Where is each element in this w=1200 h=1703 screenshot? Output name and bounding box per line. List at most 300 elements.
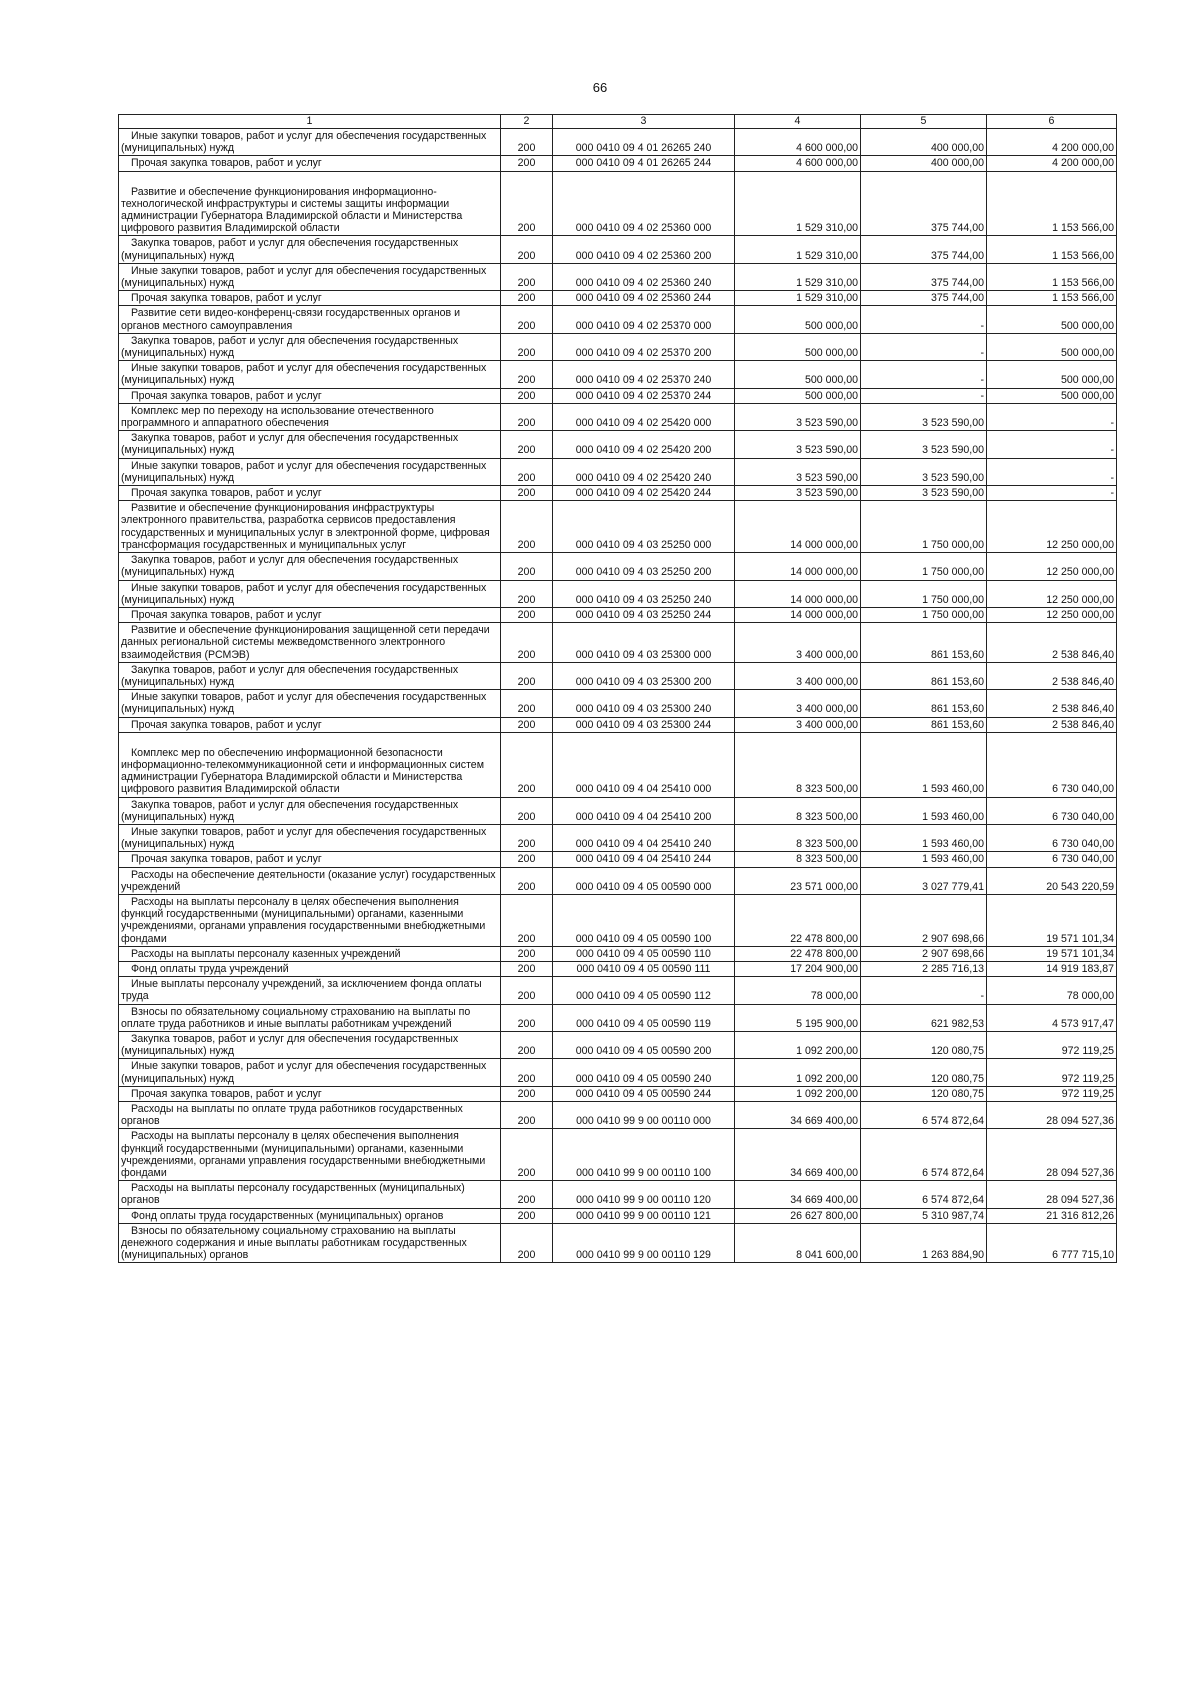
row-name-text: Закупка товаров, работ и услуг для обеспечения государственных (муниципальных) нужд <box>121 334 459 360</box>
row-remaining-amount-cell: 78 000,00 <box>987 977 1117 1004</box>
table-row <box>119 1129 1117 1181</box>
row-name-text: Иные закупки товаров, работ и услуг для обеспечения государственных (муниципальных) нужд <box>121 691 487 716</box>
row-approved-amount-cell: 17 204 900,00 <box>735 961 861 976</box>
table-row <box>119 361 1117 388</box>
row-approved-amount-cell: 1 529 310,00 <box>735 171 861 236</box>
row-approved-amount-cell: 8 041 600,00 <box>735 1223 861 1263</box>
row-subordinate-code-cell: 200 <box>501 607 553 622</box>
row-subordinate-code-cell: 200 <box>501 501 553 553</box>
row-classification-code-cell: 000 0410 09 4 05 00590 111 <box>553 961 735 976</box>
row-name-text: Иные закупки товаров, работ и услуг для обеспечения государственных (муниципальных) нужд <box>121 264 487 290</box>
row-executed-amount-cell: 2 285 716,13 <box>861 961 987 976</box>
row-subordinate-code-cell: 200 <box>501 690 553 717</box>
row-subordinate-code-cell: 200 <box>501 263 553 290</box>
row-approved-amount-cell: 23 571 000,00 <box>735 867 861 894</box>
row-approved-amount-cell: 5 195 900,00 <box>735 1004 861 1031</box>
row-subordinate-code-cell: 200 <box>501 1059 553 1086</box>
row-classification-code-cell: 000 0410 09 4 02 25360 240 <box>553 263 735 290</box>
row-classification-code-cell: 000 0410 09 4 01 26265 244 <box>553 156 735 171</box>
row-subordinate-code-cell: 200 <box>501 553 553 580</box>
row-name-text: Взносы по обязательному социальному страхованию на выплаты денежного содержания и иные выплаты работникам государственных (муниципальных) органов <box>121 1224 467 1262</box>
row-approved-amount-cell: 3 523 590,00 <box>735 431 861 458</box>
table-row <box>119 501 1117 553</box>
row-classification-code-cell: 000 0410 09 4 03 25300 240 <box>553 690 735 717</box>
row-remaining-amount-cell: 2 538 846,40 <box>987 690 1117 717</box>
row-subordinate-code-cell: 200 <box>501 732 553 797</box>
row-name-cell <box>119 263 501 290</box>
row-approved-amount-cell: 8 323 500,00 <box>735 732 861 797</box>
row-name-cell <box>119 961 501 976</box>
table-row <box>119 717 1117 732</box>
row-classification-code-cell: 000 0410 99 9 00 00110 121 <box>553 1208 735 1223</box>
row-name-cell <box>119 361 501 388</box>
row-executed-amount-cell: 621 982,53 <box>861 1004 987 1031</box>
row-approved-amount-cell: 3 523 590,00 <box>735 486 861 501</box>
row-approved-amount-cell: 34 669 400,00 <box>735 1129 861 1181</box>
row-remaining-amount-cell: 500 000,00 <box>987 306 1117 333</box>
row-subordinate-code-cell: 200 <box>501 458 553 485</box>
row-subordinate-code-cell: 200 <box>501 291 553 306</box>
row-classification-code-cell: 000 0410 09 4 02 25370 240 <box>553 361 735 388</box>
row-subordinate-code-cell: 200 <box>501 623 553 663</box>
row-classification-code-cell: 000 0410 09 4 02 25360 244 <box>553 291 735 306</box>
column-header-1: 1 <box>119 115 501 129</box>
row-approved-amount-cell: 1 092 200,00 <box>735 1032 861 1059</box>
row-name-cell <box>119 1129 501 1181</box>
row-subordinate-code-cell: 200 <box>501 171 553 236</box>
row-name-text: Комплекс мер по переходу на использование отечественного программного и аппаратного обеспечения <box>121 404 434 430</box>
row-classification-code-cell: 000 0410 09 4 04 25410 240 <box>553 824 735 851</box>
row-executed-amount-cell: 3 523 590,00 <box>861 486 987 501</box>
row-executed-amount-cell: 120 080,75 <box>861 1086 987 1101</box>
row-remaining-amount-cell: 500 000,00 <box>987 333 1117 360</box>
row-name-cell <box>119 333 501 360</box>
row-remaining-amount-cell: 1 153 566,00 <box>987 236 1117 263</box>
row-executed-amount-cell: 3 523 590,00 <box>861 403 987 430</box>
row-approved-amount-cell: 3 400 000,00 <box>735 717 861 732</box>
row-name-cell <box>119 291 501 306</box>
row-classification-code-cell: 000 0410 09 4 02 25370 244 <box>553 388 735 403</box>
row-approved-amount-cell: 3 523 590,00 <box>735 458 861 485</box>
row-executed-amount-cell: 1 593 460,00 <box>861 732 987 797</box>
row-name-text: Расходы на выплаты персоналу казенных учреждений <box>131 947 401 960</box>
row-name-cell <box>119 867 501 894</box>
table-row <box>119 171 1117 236</box>
row-approved-amount-cell: 34 669 400,00 <box>735 1102 861 1129</box>
row-remaining-amount-cell: 4 200 000,00 <box>987 156 1117 171</box>
row-approved-amount-cell: 14 000 000,00 <box>735 580 861 607</box>
row-name-cell <box>119 1059 501 1086</box>
row-subordinate-code-cell: 200 <box>501 403 553 430</box>
row-approved-amount-cell: 1 092 200,00 <box>735 1059 861 1086</box>
row-name-cell <box>119 623 501 663</box>
row-name-cell <box>119 946 501 961</box>
row-remaining-amount-cell: 2 538 846,40 <box>987 717 1117 732</box>
row-name-text: Расходы на обеспечение деятельности (оказание услуг) государственных учреждений <box>121 868 496 893</box>
row-name-cell <box>119 156 501 171</box>
table-row <box>119 1181 1117 1208</box>
row-name-text: Закупка товаров, работ и услуг для обеспечения государственных (муниципальных) нужд <box>121 663 459 688</box>
row-classification-code-cell: 000 0410 09 4 03 25250 200 <box>553 553 735 580</box>
row-name-text: Прочая закупка товаров, работ и услуг <box>131 853 322 866</box>
row-executed-amount-cell: 375 744,00 <box>861 236 987 263</box>
row-remaining-amount-cell: 6 730 040,00 <box>987 824 1117 851</box>
table-row <box>119 977 1117 1004</box>
row-name-text: Комплекс мер по обеспечению информационной безопасности информационно-телекоммуникационной сети и информационных систем администрации Губернатора Владимирской области и Министерства цифрового развития Владимирской области <box>121 746 484 796</box>
row-executed-amount-cell: 861 153,60 <box>861 662 987 689</box>
row-classification-code-cell: 000 0410 09 4 03 25300 244 <box>553 717 735 732</box>
table-header <box>119 115 1117 129</box>
row-remaining-amount-cell: 2 538 846,40 <box>987 662 1117 689</box>
row-remaining-amount-cell: 14 919 183,87 <box>987 961 1117 976</box>
table-row <box>119 1032 1117 1059</box>
row-approved-amount-cell: 500 000,00 <box>735 333 861 360</box>
row-executed-amount-cell: - <box>861 361 987 388</box>
table-row <box>119 156 1117 171</box>
row-name-cell <box>119 403 501 430</box>
row-executed-amount-cell: 861 153,60 <box>861 623 987 663</box>
row-classification-code-cell: 000 0410 09 4 03 25250 000 <box>553 501 735 553</box>
table-row <box>119 961 1117 976</box>
row-executed-amount-cell: 3 523 590,00 <box>861 458 987 485</box>
row-executed-amount-cell: 1 593 460,00 <box>861 797 987 824</box>
row-executed-amount-cell: 1 263 884,90 <box>861 1223 987 1263</box>
row-remaining-amount-cell: 6 730 040,00 <box>987 732 1117 797</box>
row-name-cell <box>119 717 501 732</box>
row-approved-amount-cell: 78 000,00 <box>735 977 861 1004</box>
row-remaining-amount-cell: 4 573 917,47 <box>987 1004 1117 1031</box>
row-name-text: Развитие и обеспечение функционирования инфраструктуры электронного правительства, разработка сервисов предоставления государственных и муниципальных услуг в электронной форме, цифровая трансформация государственных и муниципальных услуг <box>121 502 490 551</box>
table-row <box>119 623 1117 663</box>
row-name-text: Закупка товаров, работ и услуг для обеспечения государственных (муниципальных) нужд <box>121 1033 459 1058</box>
row-name-text: Прочая закупка товаров, работ и услуг <box>131 292 322 305</box>
row-name-text: Прочая закупка товаров, работ и услуг <box>131 1087 322 1100</box>
row-subordinate-code-cell: 200 <box>501 129 553 156</box>
row-classification-code-cell: 000 0410 09 4 04 25410 200 <box>553 797 735 824</box>
row-subordinate-code-cell: 200 <box>501 156 553 171</box>
row-classification-code-cell: 000 0410 09 4 05 00590 240 <box>553 1059 735 1086</box>
row-name-cell <box>119 458 501 485</box>
table-row <box>119 1102 1117 1129</box>
page-number: 66 <box>592 80 608 95</box>
table-row <box>119 431 1117 458</box>
row-remaining-amount-cell: 12 250 000,00 <box>987 607 1117 622</box>
row-name-text: Иные закупки товаров, работ и услуг для обеспечения государственных (муниципальных) нужд <box>121 459 487 484</box>
row-executed-amount-cell: 3 027 779,41 <box>861 867 987 894</box>
row-approved-amount-cell: 22 478 800,00 <box>735 946 861 961</box>
row-remaining-amount-cell: 20 543 220,59 <box>987 867 1117 894</box>
row-name-text: Прочая закупка товаров, работ и услуг <box>131 487 322 500</box>
row-subordinate-code-cell: 200 <box>501 1004 553 1031</box>
row-remaining-amount-cell: 500 000,00 <box>987 361 1117 388</box>
row-approved-amount-cell: 500 000,00 <box>735 361 861 388</box>
row-name-text: Развитие и обеспечение функционирования защищенной сети передачи данных региональной системы межведомственного электронного взаимодействия (РСМЭВ) <box>121 624 490 661</box>
row-approved-amount-cell: 8 323 500,00 <box>735 824 861 851</box>
row-classification-code-cell: 000 0410 09 4 03 25300 000 <box>553 623 735 663</box>
row-approved-amount-cell: 1 529 310,00 <box>735 263 861 290</box>
row-remaining-amount-cell: 2 538 846,40 <box>987 623 1117 663</box>
row-approved-amount-cell: 4 600 000,00 <box>735 129 861 156</box>
row-remaining-amount-cell: 19 571 101,34 <box>987 946 1117 961</box>
row-name-cell <box>119 580 501 607</box>
row-approved-amount-cell: 3 400 000,00 <box>735 623 861 663</box>
row-name-cell <box>119 1181 501 1208</box>
row-remaining-amount-cell: 21 316 812,26 <box>987 1208 1117 1223</box>
row-name-text: Прочая закупка товаров, работ и услуг <box>131 389 322 402</box>
row-subordinate-code-cell: 200 <box>501 894 553 946</box>
table-row <box>119 553 1117 580</box>
table-row <box>119 1004 1117 1031</box>
row-remaining-amount-cell: 12 250 000,00 <box>987 580 1117 607</box>
row-classification-code-cell: 000 0410 09 4 04 25410 000 <box>553 732 735 797</box>
row-subordinate-code-cell: 200 <box>501 361 553 388</box>
row-classification-code-cell: 000 0410 09 4 02 25370 000 <box>553 306 735 333</box>
row-remaining-amount-cell: 28 094 527,36 <box>987 1181 1117 1208</box>
row-approved-amount-cell: 3 523 590,00 <box>735 403 861 430</box>
table-row <box>119 852 1117 867</box>
row-name-text: Прочая закупка товаров, работ и услуг <box>131 718 322 731</box>
table-row <box>119 946 1117 961</box>
row-remaining-amount-cell: 6 730 040,00 <box>987 797 1117 824</box>
row-classification-code-cell: 000 0410 09 4 02 25420 244 <box>553 486 735 501</box>
row-name-text: Взносы по обязательному социальному страхованию на выплаты по оплате труда работников и иные выплаты работникам учреждений <box>121 1005 471 1030</box>
row-executed-amount-cell: 1 750 000,00 <box>861 501 987 553</box>
row-executed-amount-cell: 1 750 000,00 <box>861 607 987 622</box>
table-row <box>119 797 1117 824</box>
table-row <box>119 607 1117 622</box>
row-name-cell <box>119 1086 501 1101</box>
row-name-cell <box>119 797 501 824</box>
table-row <box>119 1208 1117 1223</box>
row-classification-code-cell: 000 0410 09 4 05 00590 100 <box>553 894 735 946</box>
row-remaining-amount-cell: - <box>987 403 1117 430</box>
table-row <box>119 458 1117 485</box>
row-subordinate-code-cell: 200 <box>501 1181 553 1208</box>
row-approved-amount-cell: 4 600 000,00 <box>735 156 861 171</box>
row-subordinate-code-cell: 200 <box>501 236 553 263</box>
row-subordinate-code-cell: 200 <box>501 486 553 501</box>
row-classification-code-cell: 000 0410 09 4 02 25370 200 <box>553 333 735 360</box>
row-name-cell <box>119 388 501 403</box>
column-header-4: 4 <box>735 115 861 129</box>
row-name-text: Расходы на выплаты персоналу в целях обеспечения выполнения функций государственными (муниципальными) органами, казенными учреждениями, органами управления государственными внебюджетными фондами <box>121 1130 486 1180</box>
row-subordinate-code-cell: 200 <box>501 1129 553 1181</box>
row-name-cell <box>119 553 501 580</box>
row-name-cell <box>119 236 501 263</box>
row-subordinate-code-cell: 200 <box>501 1032 553 1059</box>
row-executed-amount-cell: 6 574 872,64 <box>861 1181 987 1208</box>
column-header-3: 3 <box>553 115 735 129</box>
row-executed-amount-cell: 2 907 698,66 <box>861 946 987 961</box>
row-name-cell <box>119 486 501 501</box>
row-name-text: Фонд оплаты труда государственных (муниципальных) органов <box>131 1209 444 1222</box>
row-remaining-amount-cell: 972 119,25 <box>987 1086 1117 1101</box>
row-approved-amount-cell: 1 092 200,00 <box>735 1086 861 1101</box>
row-remaining-amount-cell: - <box>987 431 1117 458</box>
row-subordinate-code-cell: 200 <box>501 961 553 976</box>
row-name-cell <box>119 431 501 458</box>
row-executed-amount-cell: 3 523 590,00 <box>861 431 987 458</box>
row-name-text: Иные закупки товаров, работ и услуг для обеспечения государственных (муниципальных) нужд <box>121 825 487 851</box>
row-name-cell <box>119 1102 501 1129</box>
row-classification-code-cell: 000 0410 09 4 05 00590 119 <box>553 1004 735 1031</box>
row-remaining-amount-cell: 1 153 566,00 <box>987 291 1117 306</box>
row-subordinate-code-cell: 200 <box>501 977 553 1004</box>
row-name-text: Иные закупки товаров, работ и услуг для обеспечения государственных (муниципальных) нужд <box>121 581 487 606</box>
row-executed-amount-cell: 400 000,00 <box>861 129 987 156</box>
budget-table <box>118 114 1117 1263</box>
table-row <box>119 291 1117 306</box>
row-classification-code-cell: 000 0410 09 4 02 25360 200 <box>553 236 735 263</box>
table-row <box>119 403 1117 430</box>
row-approved-amount-cell: 8 323 500,00 <box>735 852 861 867</box>
table-row <box>119 486 1117 501</box>
row-subordinate-code-cell: 200 <box>501 797 553 824</box>
table-row <box>119 824 1117 851</box>
row-subordinate-code-cell: 200 <box>501 852 553 867</box>
row-name-cell <box>119 306 501 333</box>
row-subordinate-code-cell: 200 <box>501 388 553 403</box>
row-executed-amount-cell: 375 744,00 <box>861 171 987 236</box>
row-approved-amount-cell: 26 627 800,00 <box>735 1208 861 1223</box>
table-row <box>119 732 1117 797</box>
row-name-text: Иные выплаты персоналу учреждений, за исключением фонда оплаты труда <box>121 978 482 1003</box>
row-approved-amount-cell: 1 529 310,00 <box>735 291 861 306</box>
row-classification-code-cell: 000 0410 99 9 00 00110 120 <box>553 1181 735 1208</box>
row-remaining-amount-cell: 1 153 566,00 <box>987 171 1117 236</box>
row-subordinate-code-cell: 200 <box>501 1223 553 1263</box>
column-header-5: 5 <box>861 115 987 129</box>
row-name-text: Закупка товаров, работ и услуг для обеспечения государственных (муниципальных) нужд <box>121 237 459 262</box>
table-row <box>119 867 1117 894</box>
row-classification-code-cell: 000 0410 09 4 05 00590 112 <box>553 977 735 1004</box>
row-approved-amount-cell: 8 323 500,00 <box>735 797 861 824</box>
row-name-text: Закупка товаров, работ и услуг для обеспечения государственных (муниципальных) нужд <box>121 554 459 579</box>
row-executed-amount-cell: 6 574 872,64 <box>861 1129 987 1181</box>
row-classification-code-cell: 000 0410 09 4 04 25410 244 <box>553 852 735 867</box>
row-classification-code-cell: 000 0410 09 4 05 00590 000 <box>553 867 735 894</box>
row-executed-amount-cell: 1 593 460,00 <box>861 852 987 867</box>
row-subordinate-code-cell: 200 <box>501 431 553 458</box>
row-classification-code-cell: 000 0410 09 4 05 00590 200 <box>553 1032 735 1059</box>
row-remaining-amount-cell: - <box>987 486 1117 501</box>
header-row <box>119 115 1117 129</box>
row-remaining-amount-cell: - <box>987 458 1117 485</box>
row-name-text: Закупка товаров, работ и услуг для обеспечения государственных (муниципальных) нужд <box>121 432 459 457</box>
row-subordinate-code-cell: 200 <box>501 867 553 894</box>
row-approved-amount-cell: 500 000,00 <box>735 306 861 333</box>
row-classification-code-cell: 000 0410 09 4 03 25250 244 <box>553 607 735 622</box>
row-classification-code-cell: 000 0410 09 4 02 25360 000 <box>553 171 735 236</box>
row-remaining-amount-cell: 6 777 715,10 <box>987 1223 1117 1263</box>
table-body <box>119 129 1117 1263</box>
row-executed-amount-cell: 861 153,60 <box>861 717 987 732</box>
row-name-cell <box>119 852 501 867</box>
row-name-text: Закупка товаров, работ и услуг для обеспечения государственных (муниципальных) нужд <box>121 798 459 823</box>
row-name-cell <box>119 690 501 717</box>
row-name-text: Иные закупки товаров, работ и услуг для обеспечения государственных (муниципальных) нужд <box>121 1060 487 1085</box>
row-executed-amount-cell: 6 574 872,64 <box>861 1102 987 1129</box>
row-subordinate-code-cell: 200 <box>501 662 553 689</box>
table-row <box>119 690 1117 717</box>
row-remaining-amount-cell: 19 571 101,34 <box>987 894 1117 946</box>
row-executed-amount-cell: 1 750 000,00 <box>861 580 987 607</box>
row-classification-code-cell: 000 0410 99 9 00 00110 129 <box>553 1223 735 1263</box>
row-subordinate-code-cell: 200 <box>501 1208 553 1223</box>
table-row <box>119 388 1117 403</box>
row-remaining-amount-cell: 28 094 527,36 <box>987 1129 1117 1181</box>
table-row <box>119 1059 1117 1086</box>
row-subordinate-code-cell: 200 <box>501 717 553 732</box>
row-executed-amount-cell: 375 744,00 <box>861 291 987 306</box>
row-executed-amount-cell: - <box>861 333 987 360</box>
row-approved-amount-cell: 3 400 000,00 <box>735 662 861 689</box>
table-row <box>119 1223 1117 1263</box>
row-classification-code-cell: 000 0410 09 4 05 00590 244 <box>553 1086 735 1101</box>
row-name-cell <box>119 1208 501 1223</box>
row-approved-amount-cell: 34 669 400,00 <box>735 1181 861 1208</box>
table-row <box>119 1086 1117 1101</box>
column-header-6: 6 <box>987 115 1117 129</box>
row-name-cell <box>119 129 501 156</box>
row-name-cell <box>119 607 501 622</box>
table-row <box>119 306 1117 333</box>
row-approved-amount-cell: 14 000 000,00 <box>735 501 861 553</box>
row-name-cell <box>119 662 501 689</box>
row-approved-amount-cell: 3 400 000,00 <box>735 690 861 717</box>
row-executed-amount-cell: 5 310 987,74 <box>861 1208 987 1223</box>
row-executed-amount-cell: 2 907 698,66 <box>861 894 987 946</box>
table-row <box>119 263 1117 290</box>
row-name-text: Расходы на выплаты персоналу в целях обеспечения выполнения функций государственными (муниципальными) органами, казенными учреждениями, органами управления государственными внебюджетными фондами <box>121 895 486 945</box>
row-name-cell <box>119 732 501 797</box>
row-executed-amount-cell: 120 080,75 <box>861 1059 987 1086</box>
row-approved-amount-cell: 500 000,00 <box>735 388 861 403</box>
row-classification-code-cell: 000 0410 99 9 00 00110 100 <box>553 1129 735 1181</box>
row-executed-amount-cell: 1 750 000,00 <box>861 553 987 580</box>
row-name-text: Иные закупки товаров, работ и услуг для обеспечения государственных (муниципальных) нужд <box>121 130 487 155</box>
table-row <box>119 662 1117 689</box>
row-remaining-amount-cell: 12 250 000,00 <box>987 501 1117 553</box>
row-classification-code-cell: 000 0410 09 4 05 00590 110 <box>553 946 735 961</box>
row-name-text: Прочая закупка товаров, работ и услуг <box>131 157 322 170</box>
row-classification-code-cell: 000 0410 09 4 03 25300 200 <box>553 662 735 689</box>
row-subordinate-code-cell: 200 <box>501 333 553 360</box>
row-name-cell <box>119 1032 501 1059</box>
row-remaining-amount-cell: 972 119,25 <box>987 1032 1117 1059</box>
row-executed-amount-cell: 400 000,00 <box>861 156 987 171</box>
row-approved-amount-cell: 1 529 310,00 <box>735 236 861 263</box>
column-header-2: 2 <box>501 115 553 129</box>
table-row <box>119 333 1117 360</box>
row-approved-amount-cell: 22 478 800,00 <box>735 894 861 946</box>
row-name-cell <box>119 1223 501 1263</box>
row-name-cell <box>119 977 501 1004</box>
row-name-text: Иные закупки товаров, работ и услуг для обеспечения государственных (муниципальных) нужд <box>121 362 487 387</box>
row-name-cell <box>119 824 501 851</box>
row-remaining-amount-cell: 972 119,25 <box>987 1059 1117 1086</box>
row-name-text: Развитие и обеспечение функционирования информационно-технологической инфраструктуры и системы защиты информации администрации Губернатора Владимирской области и Министерства цифрового развития Владимирской области <box>121 185 463 235</box>
row-classification-code-cell: 000 0410 09 4 02 25420 240 <box>553 458 735 485</box>
row-classification-code-cell: 000 0410 09 4 01 26265 240 <box>553 129 735 156</box>
row-remaining-amount-cell: 500 000,00 <box>987 388 1117 403</box>
row-approved-amount-cell: 14 000 000,00 <box>735 607 861 622</box>
row-executed-amount-cell: 120 080,75 <box>861 1032 987 1059</box>
table-row <box>119 894 1117 946</box>
row-executed-amount-cell: 861 153,60 <box>861 690 987 717</box>
row-remaining-amount-cell: 12 250 000,00 <box>987 553 1117 580</box>
row-approved-amount-cell: 14 000 000,00 <box>735 553 861 580</box>
